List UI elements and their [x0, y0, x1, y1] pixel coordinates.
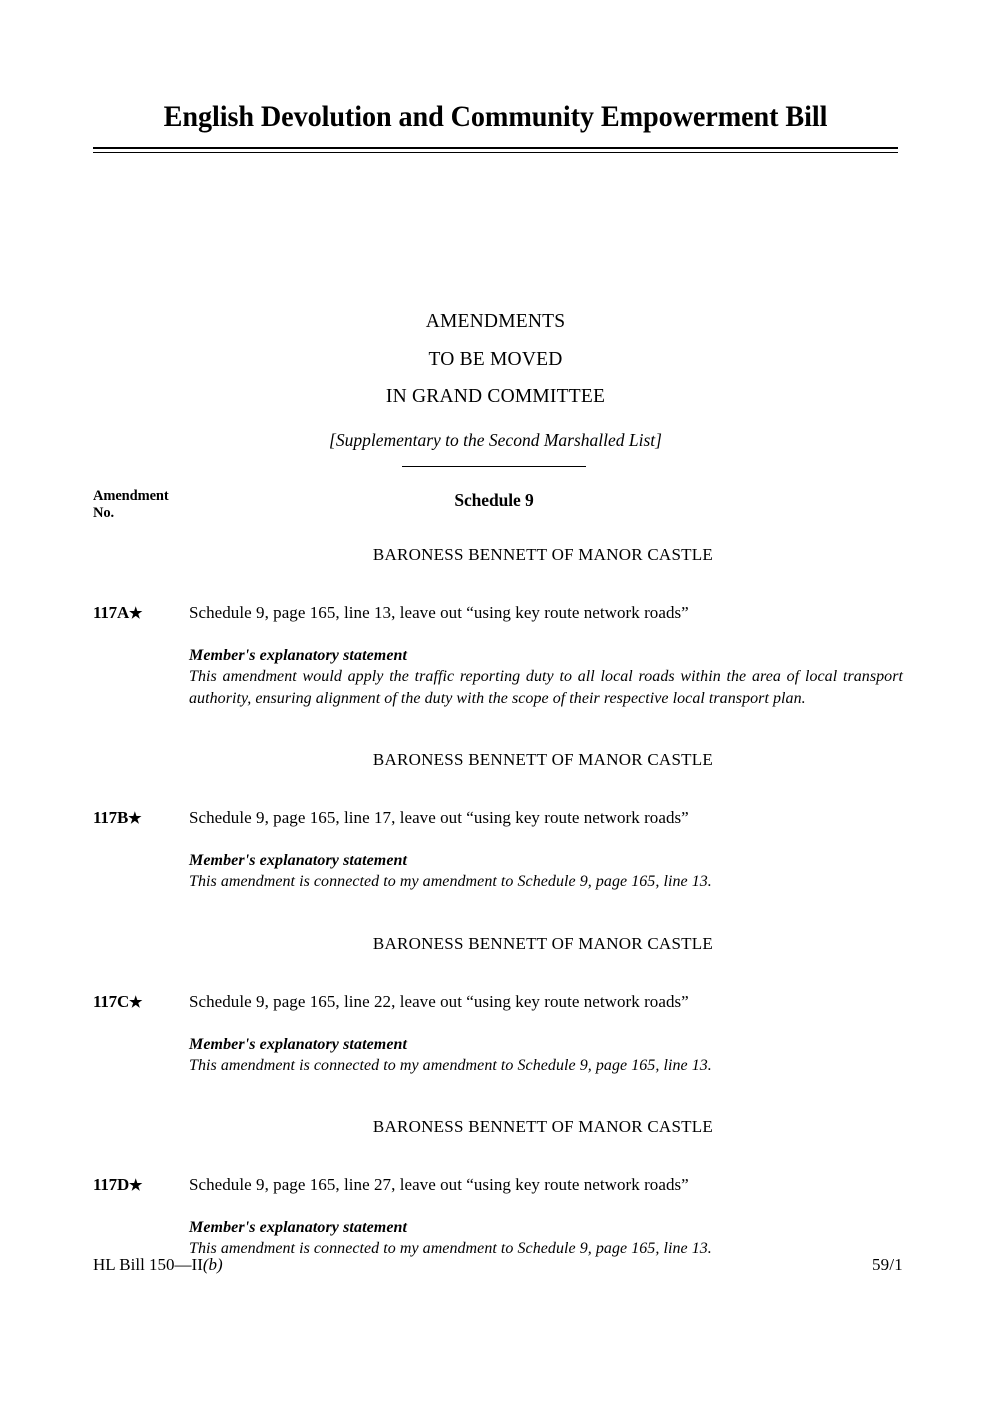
amendment-text: Schedule 9, page 165, line 22, leave out “using key route network roads” — [189, 991, 689, 1011]
schedule-separator-rule — [402, 466, 586, 467]
amendment-number-text: 117D — [93, 1175, 130, 1194]
amendment-no-column-label — [93, 488, 169, 521]
amendments-list — [93, 545, 903, 1260]
amendment-number-text: 117A — [93, 603, 130, 622]
heading-to-be-moved: TO BE MOVED — [428, 348, 563, 370]
explanatory-statement — [189, 645, 903, 709]
explanatory-statement-body: This amendment is connected to my amendment to Schedule 9, page 165, line 13. — [189, 1240, 712, 1257]
amendment-block — [93, 1117, 903, 1260]
amendment-number[interactable] — [93, 1173, 189, 1198]
bill-reference-prefix: HL Bill 150—II — [93, 1255, 203, 1274]
explanatory-statement-body: This amendment would apply the traffic reporting duty to all local roads within the area of local transport authority, ensuring alignment of the duty with the scope of their respective local transport plan. — [189, 668, 903, 707]
amendment-no-label-line-2: No. — [93, 504, 115, 521]
amendment-no-label-line-1: Amendment — [93, 488, 169, 504]
title-double-rule — [93, 147, 898, 153]
explanatory-statement-heading: Member's explanatory statement — [189, 1219, 408, 1236]
amendment-number[interactable] — [93, 601, 189, 626]
amendment-sponsor: BARONESS BENNETT OF MANOR CASTLE — [372, 933, 714, 953]
bill-title: English Devolution and Community Empowerment Bill — [163, 100, 828, 133]
page-number: 59/1 — [871, 1255, 903, 1274]
amendment-number-text: 117B — [93, 808, 129, 827]
explanatory-statement-heading: Member's explanatory statement — [189, 852, 408, 869]
explanatory-statement — [189, 850, 903, 893]
explanatory-statement-heading: Member's explanatory statement — [189, 1035, 408, 1053]
explanatory-statement — [189, 1034, 903, 1077]
star-icon: ★ — [129, 994, 143, 1011]
explanatory-statement — [189, 1217, 903, 1260]
amendment-sponsor: BARONESS BENNETT OF MANOR CASTLE — [372, 750, 714, 769]
amendment-text: Schedule 9, page 165, line 27, leave out “using key route network roads” — [189, 1175, 689, 1194]
explanatory-statement-body: This amendment is connected to my amendment to Schedule 9, page 165, line 13. — [189, 873, 712, 890]
explanatory-statement-heading: Member's explanatory statement — [189, 647, 408, 664]
amendment-number-text: 117C — [93, 991, 130, 1011]
document-headings — [93, 303, 898, 459]
amendment-row — [93, 1173, 903, 1198]
heading-amendments: AMENDMENTS — [425, 311, 566, 332]
amendment-sponsor: BARONESS BENNETT OF MANOR CASTLE — [372, 545, 714, 564]
heading-in-grand-committee: IN GRAND COMMITTEE — [385, 386, 606, 407]
amendment-number[interactable] — [93, 990, 189, 1015]
amendment-text: Schedule 9, page 165, line 17, leave out “using key route network roads” — [189, 808, 689, 827]
bill-reference — [93, 1255, 223, 1275]
amendment-text: Schedule 9, page 165, line 13, leave out “using key route network roads” — [189, 603, 689, 622]
amendment-block — [93, 545, 903, 709]
amendment-block — [93, 934, 903, 1077]
amendment-block — [93, 750, 903, 893]
star-icon: ★ — [129, 606, 143, 622]
star-icon: ★ — [129, 1178, 143, 1194]
explanatory-statement-body: This amendment is connected to my amendment to Schedule 9, page 165, line 13. — [189, 1056, 712, 1074]
amendment-sponsor: BARONESS BENNETT OF MANOR CASTLE — [372, 1117, 714, 1136]
supplementary-note: [Supplementary to the Second Marshalled List] — [329, 429, 662, 450]
amendment-row — [93, 806, 903, 831]
page-footer — [93, 1255, 903, 1275]
star-icon: ★ — [128, 811, 142, 827]
amendment-number[interactable] — [93, 806, 189, 831]
schedule-heading: Schedule 9 — [454, 490, 534, 510]
bill-reference-suffix: (b) — [202, 1255, 223, 1274]
amendment-row — [93, 601, 903, 626]
amendment-row — [93, 990, 903, 1015]
masthead — [93, 100, 898, 153]
